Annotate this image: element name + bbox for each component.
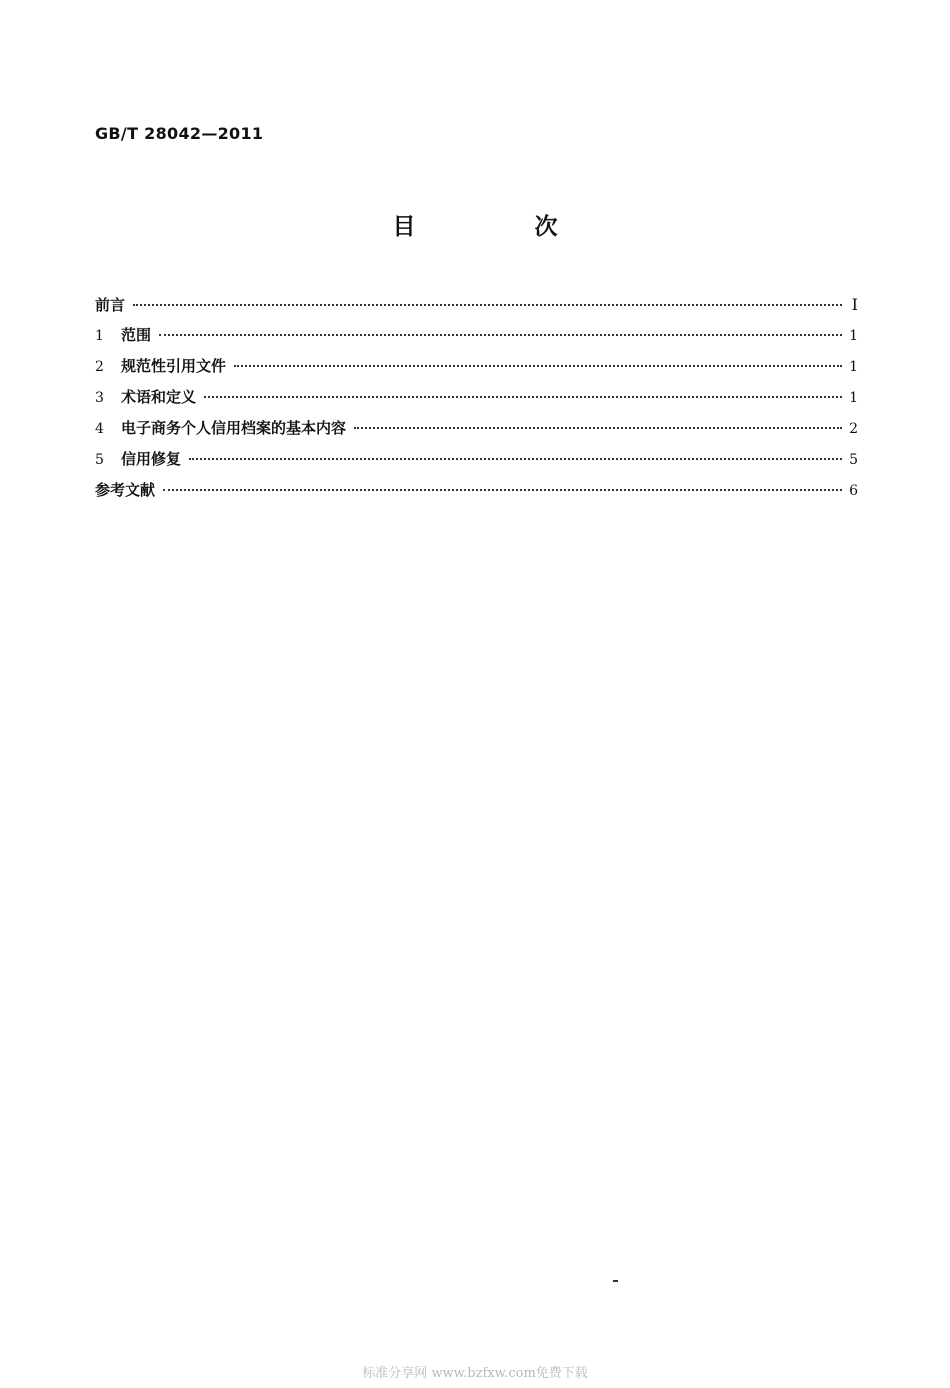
toc-entry-page: 1 xyxy=(849,359,858,375)
toc-leader-dots xyxy=(204,396,842,398)
toc-leader-dots xyxy=(159,334,842,336)
toc-entry-label: 电子商务个人信用档案的基本内容 xyxy=(121,419,347,437)
toc-entry-page: 1 xyxy=(849,328,858,344)
toc-leader-dots xyxy=(189,458,842,460)
toc-entry-number: 3 xyxy=(95,390,104,406)
toc-entry-label: 规范性引用文件 xyxy=(121,357,227,375)
toc-leader-dots xyxy=(133,304,842,306)
toc-entry-page: 2 xyxy=(849,421,858,437)
toc-leader-dots xyxy=(234,365,842,367)
toc-entry-basic-content[interactable] xyxy=(95,413,858,444)
toc-entry-credit-repair[interactable] xyxy=(95,444,858,475)
toc-entry-label: 参考文献 xyxy=(95,481,156,499)
toc-entry-number: 4 xyxy=(95,421,104,437)
toc-entry-number: 5 xyxy=(95,452,104,468)
toc-leader-dots xyxy=(163,489,842,491)
toc-entry-label: 术语和定义 xyxy=(121,388,197,406)
toc-leader-dots xyxy=(354,427,842,429)
toc-entry-page: 6 xyxy=(849,483,858,499)
toc-entry-bibliography[interactable] xyxy=(95,475,858,506)
toc-entry-foreword[interactable] xyxy=(95,289,858,320)
toc-entry-terms-definitions[interactable] xyxy=(95,382,858,413)
toc-entry-number: 1 xyxy=(95,328,104,344)
toc-entry-label: 信用修复 xyxy=(121,450,182,468)
toc-entry-page: 5 xyxy=(849,452,858,468)
toc-entry-scope[interactable] xyxy=(95,320,858,351)
toc-entry-page: Ⅰ xyxy=(851,295,858,314)
toc-entry-label: 范围 xyxy=(121,326,152,344)
table-of-contents xyxy=(95,289,858,506)
footer-watermark: 标准分享网 www.bzfxw.com免费下载 xyxy=(362,1366,588,1381)
toc-title: 目 次 xyxy=(392,214,606,240)
toc-entry-number: 2 xyxy=(95,359,104,375)
toc-entry-page: 1 xyxy=(849,390,858,406)
toc-entry-normative-references[interactable] xyxy=(95,351,858,382)
scan-mark xyxy=(613,1280,618,1282)
standard-code: GB/T 28042—2011 xyxy=(95,124,264,143)
toc-entry-label: 前言 xyxy=(95,296,126,314)
